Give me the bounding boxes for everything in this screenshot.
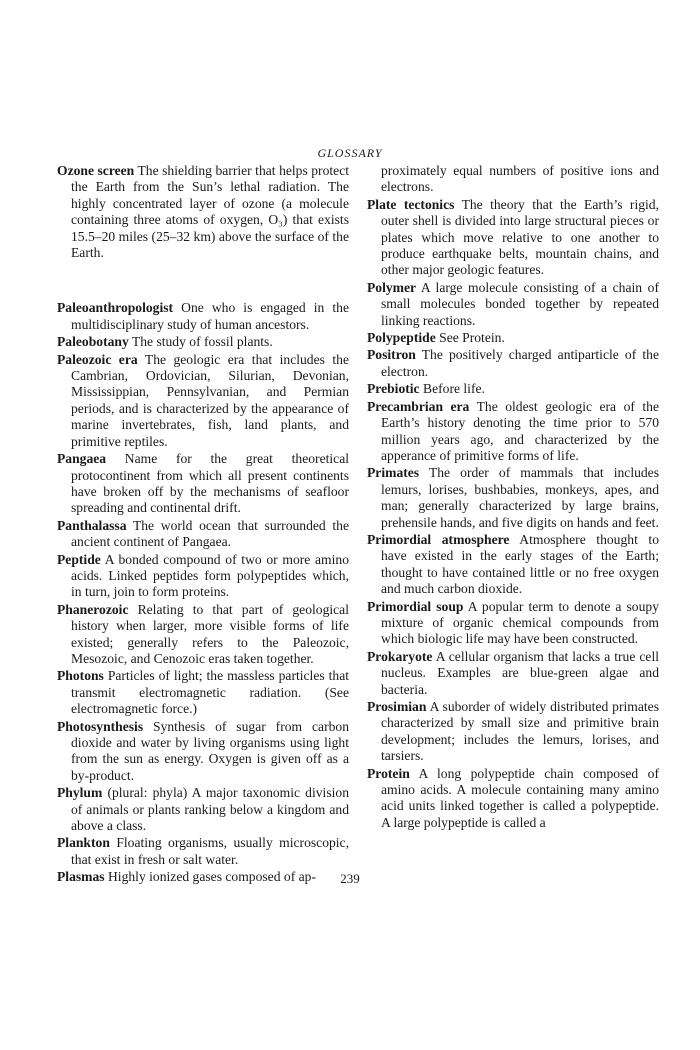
glossary-definition: A suborder of widely distributed primates characterized by small size and primitive brain development; includes the lemurs, lorises, and tarsiers. bbox=[381, 699, 659, 764]
glossary-definition: Highly ionized gases composed of ap- bbox=[107, 869, 316, 885]
glossary-entry bbox=[367, 330, 659, 346]
glossary-definition: Synthesis of sugar from carbon dioxide and water by living organisms using light from the sun as energy. Oxygen is given off as a by-product. bbox=[71, 718, 349, 783]
glossary-term: Polymer bbox=[367, 279, 417, 295]
glossary-entry bbox=[367, 381, 659, 397]
glossary-definition: The world ocean that surrounded the ancient continent of Pangaea. bbox=[71, 517, 350, 550]
glossary-term: Prebiotic bbox=[367, 381, 420, 397]
glossary-term: Paleozoic era bbox=[57, 351, 138, 367]
glossary-term: Prosimian bbox=[367, 699, 427, 714]
glossary-definition: A long polypeptide chain composed of amino acids. A molecule containing many amino acid units linked together is called a polypeptide. A large polypeptide is called a bbox=[381, 765, 659, 830]
glossary-definition: Relating to that part of geological history when larger, more visible forms of life existed; generally refers to the Paleozoic, Mesozoic, and Cenozoic eras taken together. bbox=[71, 601, 349, 666]
glossary-term: Plasmas bbox=[57, 869, 105, 885]
glossary-column-left bbox=[57, 163, 349, 887]
glossary-term: Plankton bbox=[57, 835, 110, 851]
glossary-term: Ozone screen bbox=[57, 163, 135, 178]
glossary-entry bbox=[57, 451, 349, 517]
glossary-definition: Particles of light; the massless particles that transmit electromagnetic radiation. (See electromagnetic force.) bbox=[71, 668, 349, 717]
glossary-entry bbox=[57, 352, 349, 450]
glossary-definition: A popular term to denote a soupy mixture of organic chemical compounds from which biologic life may have been constructed. bbox=[381, 598, 659, 647]
glossary-entry bbox=[367, 465, 659, 531]
glossary-term: Paleobotany bbox=[57, 334, 129, 350]
glossary-definition: The theory that the Earth’s rigid, outer shell is divided into large structural pieces or plates which move relative to one another to produce earthquake belts, mountain chains, and other major geologic features. bbox=[381, 196, 659, 278]
glossary-definition: Atmosphere thought to have existed in the early stages of the Earth; thought to have contained little or no free oxygen and much carbon dioxide. bbox=[381, 531, 659, 597]
glossary-term: Primordial soup bbox=[367, 598, 464, 614]
glossary-term: Protein bbox=[367, 765, 410, 781]
glossary-term: Phylum bbox=[57, 785, 103, 801]
glossary-entry bbox=[57, 719, 349, 785]
glossary-definition: Name for the great theoretical protocontinent from which all present continents have broken off by the mechanisms of seafloor spreading and continental drift. bbox=[71, 451, 349, 516]
glossary-definition: Before life. bbox=[423, 381, 485, 397]
glossary-entry bbox=[367, 197, 659, 279]
glossary-entry bbox=[57, 668, 349, 717]
glossary-term: Photosynthesis bbox=[57, 718, 144, 734]
glossary-entry bbox=[367, 766, 659, 832]
glossary-entry bbox=[367, 399, 659, 465]
glossary-definition: The positively charged antiparticle of the electron. bbox=[381, 347, 659, 379]
glossary-term: Plate tectonics bbox=[367, 196, 455, 212]
running-head: GLOSSARY bbox=[317, 146, 383, 160]
glossary-term: Paleoanthropologist bbox=[57, 300, 174, 316]
glossary-entry bbox=[57, 518, 349, 551]
glossary-entry bbox=[367, 599, 659, 648]
glossary-definition: See Protein. bbox=[439, 330, 505, 346]
glossary-definition: One who is engaged in the multidisciplinary study of human ancestors. bbox=[71, 300, 349, 332]
glossary-entry bbox=[367, 532, 659, 598]
glossary-definition: (plural: phyla) A major taxonomic division of animals or plants ranking below a kingdom and above a class. bbox=[71, 785, 349, 834]
glossary-continuation: proximately equal numbers of positive ions and electrons. bbox=[381, 163, 659, 195]
glossary-entry bbox=[367, 649, 659, 698]
glossary-term: Peptide bbox=[57, 551, 101, 567]
glossary-entry bbox=[57, 334, 349, 350]
glossary-entry bbox=[57, 300, 349, 333]
glossary-term: Positron bbox=[367, 347, 416, 363]
section-gap bbox=[57, 262, 349, 300]
glossary-entry bbox=[57, 552, 349, 601]
glossary-entry bbox=[57, 163, 349, 261]
glossary-definition: The shielding barrier that helps protect the Earth from the Sun’s lethal radiation. The highly concentrated layer of ozone (a molecule containing three atoms of oxygen, O₃) that exists 15.5–20 miles (25–32 km) above the surface of the Earth. bbox=[71, 163, 349, 261]
glossary-entry bbox=[367, 280, 659, 329]
glossary-definition: A bonded compound of two or more amino acids. Linked peptides form polypeptides which, in turn, join to form proteins. bbox=[71, 551, 349, 600]
glossary-entry bbox=[367, 699, 659, 765]
glossary-entry bbox=[57, 835, 349, 868]
glossary-entry bbox=[57, 785, 349, 834]
glossary-term: Photons bbox=[57, 668, 104, 684]
glossary-term: Phanerozoic bbox=[57, 601, 129, 617]
glossary-term: Primordial atmosphere bbox=[367, 531, 510, 547]
glossary-entry bbox=[57, 602, 349, 668]
glossary-definition: Floating organisms, usually microscopic, that exist in fresh or salt water. bbox=[71, 835, 349, 867]
glossary-term: Precambrian era bbox=[367, 398, 470, 414]
glossary-definition: The geologic era that includes the Cambrian, Ordovician, Silurian, Devonian, Mississippian, Pennsylvanian, and Permian periods, and is characterized by the appearance of marine invertebrates, fish, land plants, and primitive reptiles. bbox=[71, 351, 349, 449]
glossary-entry bbox=[367, 347, 659, 380]
glossary-term: Pangaea bbox=[57, 451, 107, 467]
glossary-term: Panthalassa bbox=[57, 517, 127, 533]
glossary-definition: A large molecule consisting of a chain of small molecules bonded together by repeated linking reactions. bbox=[381, 279, 659, 328]
page-number: 239 bbox=[340, 871, 360, 886]
glossary-column-right bbox=[367, 163, 659, 832]
glossary-term: Primates bbox=[367, 465, 420, 481]
glossary-definition: A cellular organism that lacks a true cell nucleus. Examples are blue-green algae and bacteria. bbox=[381, 648, 660, 697]
glossary-definition: The oldest geologic era of the Earth’s history denoting the time prior to 570 million years ago, and characterized by the apperance of primitive forms of life. bbox=[381, 398, 659, 463]
glossary-term: Polypeptide bbox=[367, 330, 436, 346]
glossary-term: Prokaryote bbox=[367, 648, 433, 664]
glossary-definition: The order of mammals that includes lemurs, lorises, bushbabies, monkeys, apes, and man; generally characterized by large brains, prehensile hands, and five digits on hands and feet. bbox=[381, 465, 660, 530]
glossary-definition: The study of fossil plants. bbox=[131, 334, 273, 350]
